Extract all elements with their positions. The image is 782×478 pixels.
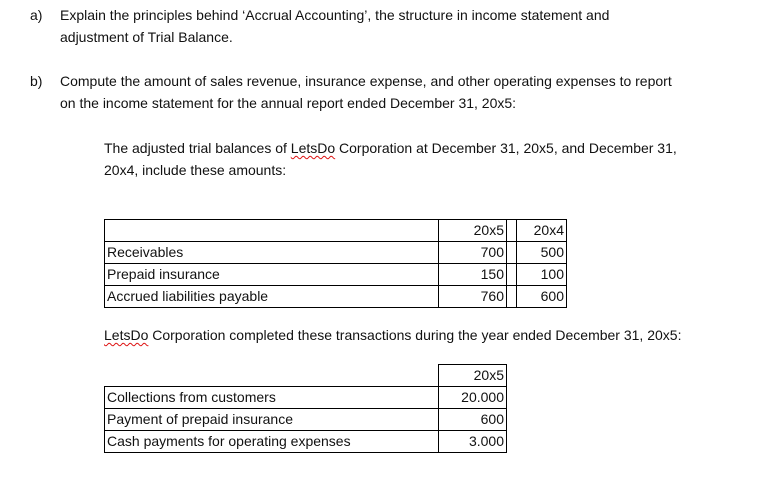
row-label: Collections from customers [105,387,439,409]
header-20x4: 20x4 [517,220,567,242]
row-value-20x4: 600 [517,286,567,308]
question-b-line-1: Compute the amount of sales revenue, insurance expense, and other operating expenses to report [60,73,672,89]
row-label: Accrued liabilities payable [105,286,439,308]
header-blank-cell [105,220,439,242]
table-row [105,242,567,264]
question-b-line-2: on the income statement for the annual report ended December 31, 20x5: [60,95,517,111]
company-name: LetsDo [104,327,149,343]
question-b-text [60,70,672,114]
spacer-cell [507,242,517,264]
question-a-label: a) [30,7,43,23]
table-header-row [105,365,507,387]
row-label: Cash payments for operating expenses [105,431,439,453]
company-name: LetsDo [290,140,336,156]
intro-text-end: Corporation at December 31, 20x5, and December 31, [335,140,677,156]
balances-table [104,219,567,308]
transactions-intro [104,324,774,346]
row-value-20x5: 700 [439,242,507,264]
row-value: 3.000 [439,431,507,453]
row-value-20x4: 100 [517,264,567,286]
transactions-table [104,364,507,453]
spacer-cell [507,286,517,308]
intro-text-start: The adjusted trial balances of [104,140,291,156]
intro-line-2: 20x4, include these amounts: [104,162,287,178]
table-row [105,387,507,409]
table-header-row [105,220,567,242]
intro-line-1 [104,137,764,159]
table-row [105,286,567,308]
row-value: 20.000 [439,387,507,409]
row-value: 600 [439,409,507,431]
row-value-20x5: 760 [439,286,507,308]
question-a-line-1: Explain the principles behind ‘Accrual Accounting’, the structure in income statement and [60,7,610,23]
spacer-cell [507,220,517,242]
row-value-20x4: 500 [517,242,567,264]
trial-balance-intro [104,137,764,181]
row-label: Prepaid insurance [105,264,439,286]
question-b-label: b) [30,73,43,89]
spacer-cell [507,264,517,286]
row-label: Payment of prepaid insurance [105,409,439,431]
table-row [105,264,567,286]
header-20x5: 20x5 [439,220,507,242]
table-row [105,431,507,453]
question-a-text [60,4,609,48]
table-row [105,409,507,431]
row-label: Receivables [105,242,439,264]
row-value-20x5: 150 [439,264,507,286]
transactions-intro-text: Corporation completed these transactions during the year ended December 31, 20x5: [148,327,682,343]
question-a-line-2: adjustment of Trial Balance. [60,29,233,45]
header-blank-cell [105,365,439,387]
header-20x5: 20x5 [439,365,507,387]
